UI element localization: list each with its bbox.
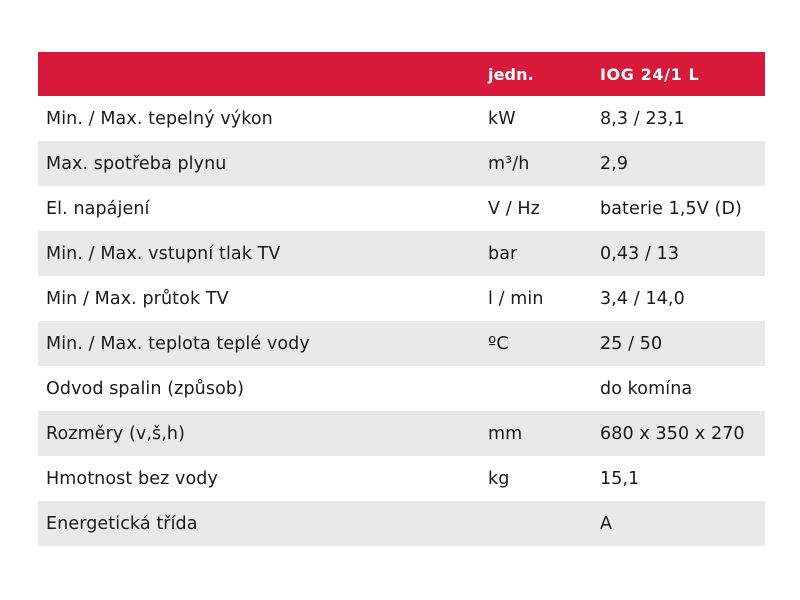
value-cell: 25 / 50 (600, 333, 663, 354)
table-row (38, 411, 765, 456)
table-row (38, 96, 765, 141)
unit-cell: m³/h (488, 153, 530, 174)
unit-cell: kW (488, 108, 516, 129)
parameter-cell: Min / Max. průtok TV (46, 288, 229, 309)
parameter-cell: Min. / Max. tepelný výkon (46, 108, 273, 129)
value-cell: 3,4 / 14,0 (600, 288, 685, 309)
unit-cell: ºC (488, 333, 509, 354)
parameter-cell: Max. spotřeba plynu (46, 153, 227, 174)
value-cell: 15,1 (600, 468, 640, 489)
table-row (38, 456, 765, 501)
unit-cell: bar (488, 243, 518, 264)
header-model-cell: IOG 24/1 L (600, 64, 700, 84)
unit-cell: l / min (488, 288, 544, 309)
header-unit-cell: jedn. (488, 64, 534, 84)
parameter-cell: Energetická třída (46, 513, 198, 534)
parameter-cell: Hmotnost bez vody (46, 468, 218, 489)
value-cell: baterie 1,5V (D) (600, 198, 742, 219)
value-cell: 680 x 350 x 270 (600, 423, 745, 444)
spec-table (38, 52, 765, 546)
parameter-cell: Odvod spalin (způsob) (46, 378, 245, 399)
unit-cell: mm (488, 423, 523, 444)
parameter-cell: El. napájení (46, 198, 150, 219)
table-row (38, 141, 765, 186)
parameter-cell: Min. / Max. vstupní tlak TV (46, 243, 281, 264)
table-row (38, 321, 765, 366)
value-cell: 0,43 / 13 (600, 243, 680, 264)
table-row (38, 501, 765, 546)
table-row (38, 276, 765, 321)
table-row (38, 231, 765, 276)
value-cell: A (600, 513, 613, 534)
parameter-cell: Rozměry (v,š,h) (46, 423, 186, 444)
value-cell: 2,9 (600, 153, 629, 174)
table-row (38, 366, 765, 411)
value-cell: do komína (600, 378, 693, 399)
parameter-cell: Min. / Max. teplota teplé vody (46, 333, 310, 354)
unit-cell: kg (488, 468, 510, 489)
table-header-row (38, 52, 765, 96)
value-cell: 8,3 / 23,1 (600, 108, 685, 129)
table-row (38, 186, 765, 231)
unit-cell: V / Hz (488, 198, 540, 219)
